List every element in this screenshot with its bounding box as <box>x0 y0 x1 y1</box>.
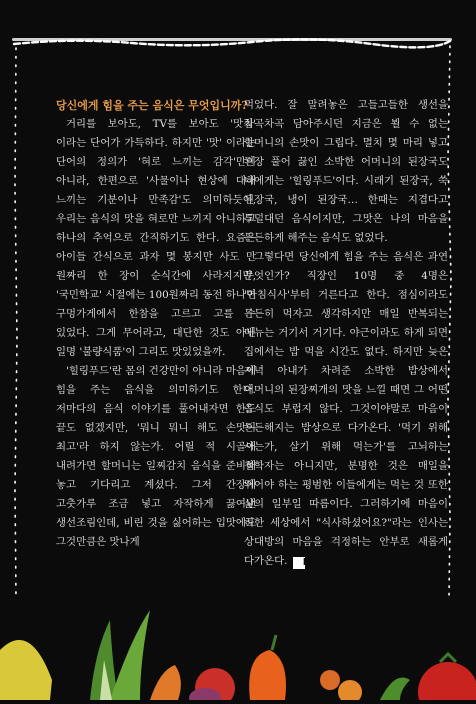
article-column-right <box>244 96 448 571</box>
article-column-left <box>56 96 256 552</box>
article-paragraph: 먹었다. 잘 말려놓은 고들고들한 생선을 차곡차곡 담아주시던 지금은 뵐 수 없는 할머니의 손맛이 그립다. 멸치 몇 마리 넣고 된장 풀어 끓인 소박한 어머니의 된장국도 나에게는 '힐링푸드'이다. 시래기 된장국, 쑥 된장국, 냉이 된장국… 한때는 지겹다고 투덜대던 음식이지만, 그맛은 나의 마음을 든든하게 해주는 음식도 없었다. <box>244 99 448 244</box>
article-heading: 당신에게 힘을 주는 음식은 무엇입니까? <box>56 99 248 112</box>
end-of-article-mark: N <box>293 557 305 569</box>
vegetables-illustration <box>0 580 476 700</box>
article-paragraph-last <box>244 248 448 571</box>
article-paragraph-text: 그렇다면 당신에게 힘을 주는 음식은 과연 무엇인가? 직장인 10명 중 4명은 '아침식사'부터 거른다고 한다. 점심이라도 든든히 먹자고 생각하지만 매일 반복되는 메뉴는 거기서 거기다. 야근이라도 하게 되면 집에서는 밥 먹을 시간도 없다. 하지만 늦은 저녁 아내가 차려준 소박한 밥상에서 어머니의 된장찌개의 맛을 느낄 때면 그 어떤 음식도 부럽지 않다. 그것이야말로 마음이 든든해지는 밥상으로 다가온다. '먹기 위해 사는가, 살기 위해 먹는가'를 고뇌하는 철학자는 아니지만, 분명한 것은 매일을 뛰어야 하는 평범한 이들에게는 먹는 것 또한 삶의 일부일 따름이다. 그러하기에 마음이 허한 세상에서 "식사하셨어요?"라는 인사는 상대방의 마음을 걱정하는 안부로 새롭게 다가온다. <box>244 251 448 567</box>
article-paragraph: 거리를 보아도, TV를 보아도 '맛집' 이라는 단어가 가득하다. 하지만 '맛' 이라는 단어의 정의가 '혀로 느끼는 감각'만이 아니라, 한편으로 '사물이나 현상에 대해 느끼는 기분이나 만족감'도 의미하듯이, 우리는 음식의 맛을 혀로만 느끼지 아니하고 하나의 추억으로 간직하기도 한다. 요즘은 아이들 간식으로 과자 몇 봉지만 사도 만 원짜리 한 장이 순식간에 사라지지만, '국민학교' 시절에는 100원짜리 동전 하나면 구멍가게에서 한참을 고르고 고를 수 있었다. 그게 무어라고, 대단한 것도 아닌 일명 '불량식품'이 그리도 맛있었을까. <box>56 118 256 358</box>
article-paragraph: '힐링푸드'란 몸의 건강만이 아니라 마음에 힘을 주는 음식을 의미하기도 한다. 저마다의 음식 이야기를 풀어내자면 한도 끝도 없겠지만, '뭐니 뭐니 해도 손맛이 최고'라 하지 않는가. 어릴 적 시골에 내려가면 할머니는 일찌감치 음식을 준비해 놓고 기다리고 계셨다. 그저 간장에 고춧가루 조금 넣고 자작하게 끓여낸 생선조림인데, 비린 것을 싫어하는 입맛에도 그것만큼은 맛나게 <box>56 365 256 548</box>
